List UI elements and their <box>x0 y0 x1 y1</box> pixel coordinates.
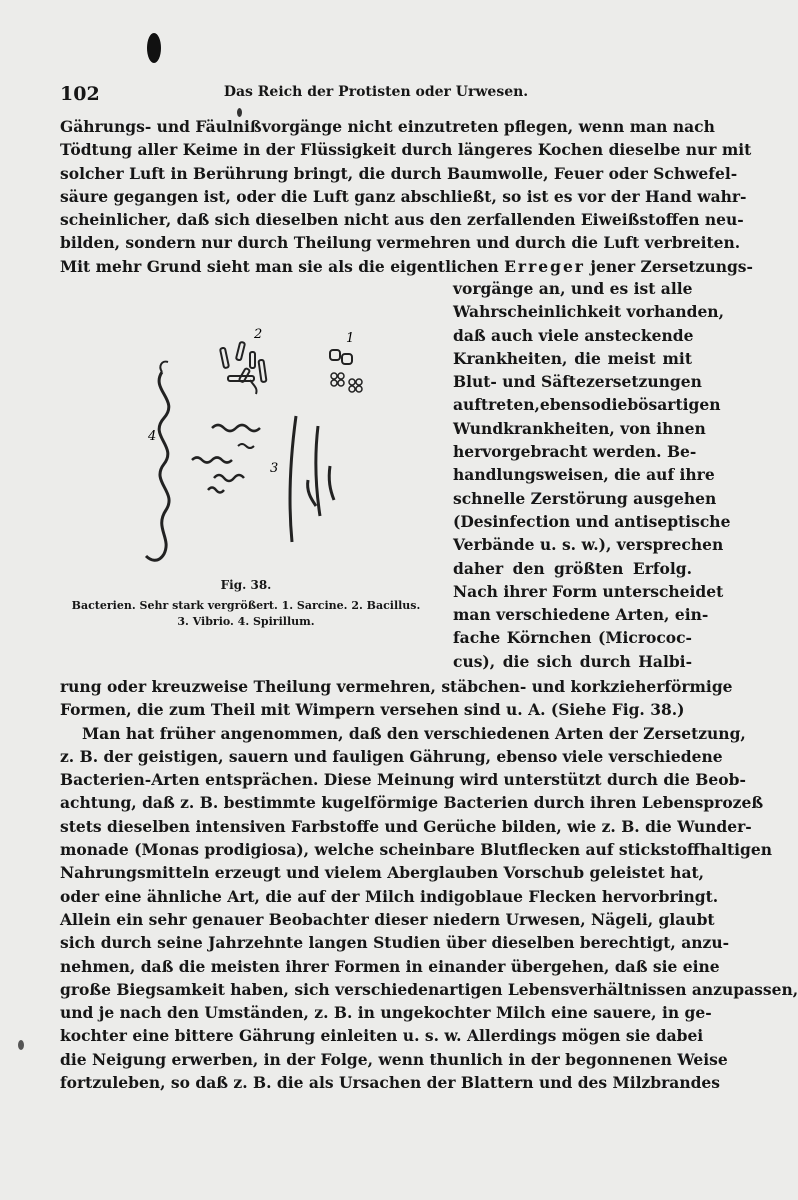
text-line: daß auch viele ansteckende <box>453 325 694 345</box>
figure-caption-line: 3. Vibrio. 4. Spirillum. <box>177 615 315 628</box>
long-rod <box>329 466 334 500</box>
bacillus-rod <box>250 352 255 368</box>
text-line: Nach ihrer Form unterscheidet <box>453 581 724 601</box>
text-line <box>60 255 753 278</box>
text-line: Gährungs- und Fäulnißvorgänge nicht einzutreten pflegen, wenn man nach <box>60 117 715 136</box>
text-line: Tödtung aller Keime in der Flüssigkeit durch längeres Kochen dieselbe nur mit <box>60 140 752 160</box>
bacillus-rod <box>220 348 229 369</box>
figure-caption <box>60 598 432 630</box>
text-line: Bacterien-Arten entsprächen. Diese Meinung wird unterstützt durch die Beob- <box>60 770 746 790</box>
page-number: 102 <box>60 83 100 105</box>
text-line: Blut- und Säftezersetzungen <box>453 372 702 392</box>
text-line: Nahrungsmitteln erzeugt und vielem Aberglauben Vorschub geleistet hat, <box>60 863 705 883</box>
text-line: fortzuleben, so daß z. B. die als Ursachen der Blattern und des Milzbrandes <box>60 1073 721 1093</box>
figure-title: Fig. 38. <box>220 578 272 592</box>
text-line: solcher Luft in Berührung bringt, die durch Baumwolle, Feuer oder Schwefel- <box>60 163 738 183</box>
text-line: oder eine ähnliche Art, die auf der Milch indigoblaue Flecken hervorbringt. <box>60 886 719 906</box>
text-line: scheinlicher, daß sich dieselben nicht aus den zerfallenden Eiweißstoffen neu- <box>60 210 744 230</box>
figure-label-1: 1 <box>346 331 355 346</box>
text-line: säure gegangen ist, oder die Luft ganz abschließt, so ist es vor der Hand wahr- <box>60 186 747 206</box>
vibrio-shape <box>208 488 224 493</box>
long-rod <box>308 480 316 506</box>
text-line: Formen, die zum Theil mit Wimpern versehen sind u. A. (Siehe Fig. 38.) <box>60 700 685 720</box>
text-line: vorgänge an, und es ist alle <box>453 279 693 298</box>
bacillus-rod <box>258 360 266 382</box>
text-line: auftreten,ebensodiebösartigen <box>453 395 721 415</box>
bacillus-rod <box>236 342 245 361</box>
sarcina-coccus <box>331 380 337 386</box>
text-line: daher den größten Erfolg. <box>453 558 692 578</box>
spirillum-shape <box>146 372 169 560</box>
page-header <box>60 83 692 107</box>
sarcina-coccus <box>338 373 344 379</box>
ink-dot-margin <box>18 1040 24 1050</box>
sarcina-coccus <box>338 380 344 386</box>
long-rod <box>290 416 296 542</box>
sarcina-coccus <box>349 379 355 385</box>
text-line: Wundkrankheiten, von ihnen <box>453 418 706 438</box>
sarcina-cell <box>342 354 352 364</box>
text-line: sich durch seine Jahrzehnte langen Studien über dieselben berechtigt, anzu- <box>60 933 730 953</box>
text-line: Allein ein sehr genauer Beobachter dieser niedern Urwesen, Nägeli, glaubt <box>60 909 715 929</box>
text-line: z. B. der geistigen, sauern und fauligen Gährung, ebenso viele verschiedene <box>60 746 723 766</box>
text-line: monade (Monas prodigiosa), welche scheinbare Blutflecken auf stickstoffhaltigen <box>60 840 773 860</box>
sarcina-coccus <box>356 386 362 392</box>
text-line: achtung, daß z. B. bestimmte kugelförmige Bacterien durch ihren Lebensprozeß <box>60 793 764 813</box>
spirillum-tail <box>160 362 168 372</box>
text-block-top <box>60 115 753 278</box>
text-line: (Desinfection und antiseptische <box>453 511 731 531</box>
text-line: bilden, sondern nur durch Theilung vermehren und durch die Luft verbreiten. <box>60 233 741 253</box>
figure-label-4: 4 <box>148 429 157 444</box>
text-line: cus), die sich durch Halbi- <box>453 651 692 671</box>
running-title: Das Reich der Protisten oder Urwesen. <box>223 84 529 100</box>
text-block-wrapped <box>453 277 731 673</box>
text-line: rung oder kreuzweise Theilung vermehren, stäbchen- und korkzieherförmige <box>60 677 733 696</box>
text-line: Man hat früher angenommen, daß den verschiedenen Arten der Zersetzung, <box>82 723 746 743</box>
vibrio-shape <box>238 444 254 448</box>
ink-blot <box>147 33 161 63</box>
bacteria-illustration <box>120 320 380 570</box>
text-line: handlungsweisen, die auf ihre <box>453 465 715 485</box>
text-segment: Mit mehr Grund sieht man sie als die eigentlichen <box>60 256 505 276</box>
figure-caption-line: Bacterien. Sehr stark vergrößert. 1. Sarcine. 2. Bacillus. <box>71 599 421 612</box>
emphasized-word: Erreger <box>504 256 585 276</box>
text-line: die Neigung erwerben, in der Folge, wenn thunlich in der begonnenen Weise <box>60 1049 728 1069</box>
text-line: stets dieselben intensiven Farbstoffe und Gerüche bilden, wie z. B. die Wunder- <box>60 816 752 836</box>
text-line: man verschiedene Arten, ein- <box>453 605 709 625</box>
vibrio-shape <box>192 458 232 463</box>
figure-label-2: 2 <box>254 327 263 342</box>
long-rod <box>316 426 320 516</box>
text-line: Verbände u. s. w.), versprechen <box>453 535 724 555</box>
text-line: nehmen, daß die meisten ihrer Formen in einander übergehen, daß sie eine <box>60 956 720 976</box>
sarcina-cell <box>330 350 340 360</box>
sarcina-coccus <box>331 373 337 379</box>
bacillus-curve <box>250 380 257 394</box>
text-line: hervorgebracht werden. Be- <box>453 442 697 462</box>
text-line: schnelle Zerstörung ausgehen <box>453 488 717 508</box>
text-segment: jener Zersetzungs- <box>584 256 753 276</box>
text-line: kochter eine bittere Gährung einleiten u. s. w. Allerdings mögen sie dabei <box>60 1026 704 1046</box>
figure-label-3: 3 <box>270 461 279 476</box>
vibrio-shape <box>212 425 260 431</box>
text-line: Wahrscheinlichkeit vorhanden, <box>453 302 724 322</box>
text-block-bottom <box>60 675 798 1094</box>
text-line: große Biegsamkeit haben, sich verschiedenartigen Lebensverhältnissen anzupassen, <box>60 979 798 999</box>
vibrio-shape <box>214 475 244 481</box>
figure-38 <box>60 320 432 640</box>
text-line: fache Körnchen (Micrococ- <box>453 628 692 648</box>
sarcina-coccus <box>356 379 362 385</box>
text-line: Krankheiten, die meist mit <box>453 348 692 368</box>
text-line: und je nach den Umständen, z. B. in ungekochter Milch eine sauere, in ge- <box>60 1003 712 1023</box>
sarcina-coccus <box>349 386 355 392</box>
